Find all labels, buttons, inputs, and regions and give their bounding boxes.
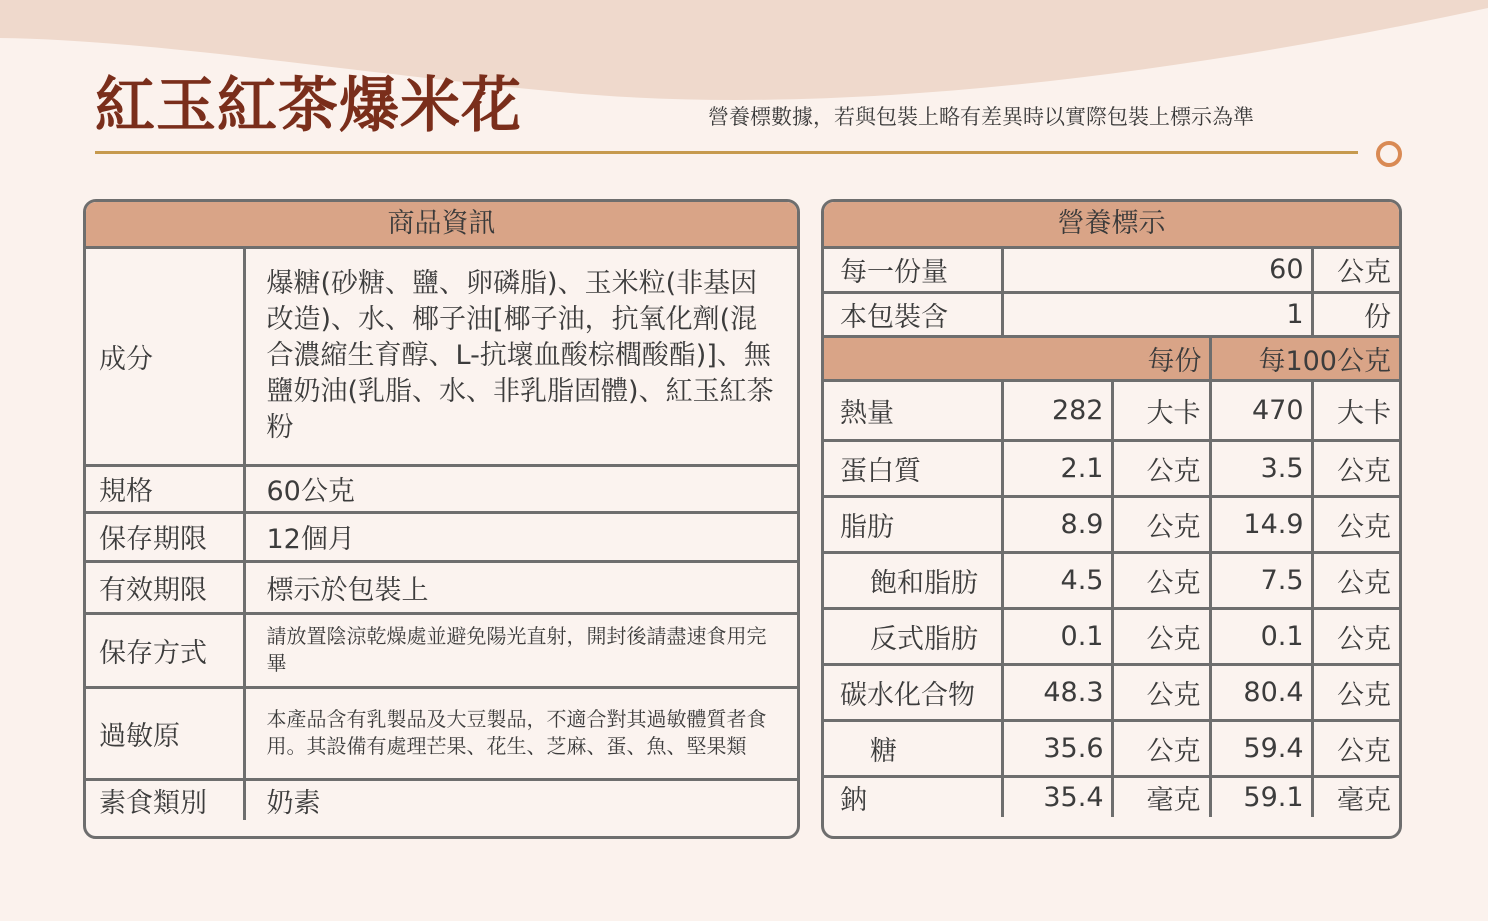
info-row-vegetarian <box>86 779 797 820</box>
product-info-heading: 商品資訊 <box>86 202 797 249</box>
info-value: 請放置陰涼乾燥處並避免陽光直射，開封後請盡速食用完畢 <box>244 613 797 687</box>
per-100g-unit: 公克 <box>1312 664 1399 720</box>
serving-size-label: 每一份量 <box>824 249 1002 292</box>
nutrient-row-trans-fat <box>824 608 1399 664</box>
per-serving-unit: 公克 <box>1112 440 1210 496</box>
per-serving-value: 8.9 <box>1002 496 1112 552</box>
per-100g-unit: 公克 <box>1312 608 1399 664</box>
nutrient-name: 反式脂肪 <box>824 608 1002 664</box>
per-serving-unit: 公克 <box>1112 664 1210 720</box>
per-serving-value: 282 <box>1002 380 1112 440</box>
info-row-allergens <box>86 687 797 779</box>
info-key: 有效期限 <box>86 561 244 613</box>
nutrient-name: 熱量 <box>824 380 1002 440</box>
nutrient-name: 蛋白質 <box>824 440 1002 496</box>
per-serving-unit: 大卡 <box>1112 380 1210 440</box>
nutrient-row-saturated-fat <box>824 552 1399 608</box>
per-serving-unit: 毫克 <box>1112 776 1210 817</box>
per-100g-unit: 大卡 <box>1312 380 1399 440</box>
divider-ring-ornament <box>1376 141 1402 167</box>
per-100g-value: 59.4 <box>1210 720 1312 776</box>
per-serving-value: 2.1 <box>1002 440 1112 496</box>
nutrition-table <box>824 249 1399 817</box>
per-100g-value: 59.1 <box>1210 776 1312 817</box>
info-key: 保存方式 <box>86 613 244 687</box>
info-key: 成分 <box>86 249 244 465</box>
info-key: 過敏原 <box>86 687 244 779</box>
per-serving-unit: 公克 <box>1112 608 1210 664</box>
info-value: 12個月 <box>244 512 797 561</box>
serving-size-row <box>824 249 1399 292</box>
servings-per-pack-row <box>824 292 1399 336</box>
info-row-storage <box>86 613 797 687</box>
serving-size-unit: 公克 <box>1312 249 1399 292</box>
per-100g-unit: 公克 <box>1312 552 1399 608</box>
serving-size-value: 60 <box>1002 249 1312 292</box>
info-row-ingredients <box>86 249 797 465</box>
per-100g-value: 80.4 <box>1210 664 1312 720</box>
nutrient-name: 糖 <box>824 720 1002 776</box>
per-serving-unit: 公克 <box>1112 552 1210 608</box>
per-100g-unit: 公克 <box>1312 440 1399 496</box>
info-key: 素食類別 <box>86 779 244 820</box>
per-100g-value: 470 <box>1210 380 1312 440</box>
per-100g-value: 14.9 <box>1210 496 1312 552</box>
per-100g-unit: 公克 <box>1312 496 1399 552</box>
info-key: 保存期限 <box>86 512 244 561</box>
nutrient-row-fat <box>824 496 1399 552</box>
info-value: 本產品含有乳製品及大豆製品，不適合對其過敏體質者食用。其設備有處理芒果、花生、芝麻、蛋、魚、堅果類 <box>244 687 797 779</box>
nutrient-name: 飽和脂肪 <box>824 552 1002 608</box>
info-value: 奶素 <box>244 779 797 820</box>
nutrient-row-protein <box>824 440 1399 496</box>
per-serving-unit: 公克 <box>1112 496 1210 552</box>
nutrition-heading: 營養標示 <box>824 202 1399 249</box>
nutrient-row-energy <box>824 380 1399 440</box>
title-divider <box>95 151 1358 154</box>
per-serving-unit: 公克 <box>1112 720 1210 776</box>
col-per-100g: 每100公克 <box>1210 336 1399 380</box>
servings-per-pack-label: 本包裝含 <box>824 292 1002 336</box>
nutrient-row-sodium <box>824 776 1399 817</box>
per-100g-value: 3.5 <box>1210 440 1312 496</box>
per-100g-unit: 公克 <box>1312 720 1399 776</box>
nutrient-row-carbohydrate <box>824 664 1399 720</box>
product-info-panel <box>83 199 800 839</box>
product-info-table <box>86 249 797 820</box>
per-serving-value: 0.1 <box>1002 608 1112 664</box>
page-title: 紅玉紅茶爆米花 <box>95 71 522 141</box>
info-value: 60公克 <box>244 465 797 512</box>
info-value: 標示於包裝上 <box>244 561 797 613</box>
nutrient-name: 鈉 <box>824 776 1002 817</box>
servings-per-pack-unit: 份 <box>1312 292 1399 336</box>
per-100g-unit: 毫克 <box>1312 776 1399 817</box>
nutrition-column-header <box>824 336 1399 380</box>
per-serving-value: 35.6 <box>1002 720 1112 776</box>
nutrient-row-sugar <box>824 720 1399 776</box>
per-serving-value: 35.4 <box>1002 776 1112 817</box>
info-row-spec <box>86 465 797 512</box>
per-serving-value: 4.5 <box>1002 552 1112 608</box>
servings-per-pack-value: 1 <box>1002 292 1312 336</box>
per-100g-value: 7.5 <box>1210 552 1312 608</box>
info-value: 爆糖(砂糖、鹽、卵磷脂)、玉米粒(非基因改造)、水、椰子油[椰子油，抗氧化劑(混合濃縮生育醇、L-抗壞血酸棕櫚酸酯)]、無鹽奶油(乳脂、水、非乳脂固體)、紅玉紅茶粉 <box>244 249 797 465</box>
info-key: 規格 <box>86 465 244 512</box>
info-row-shelf-life <box>86 512 797 561</box>
disclaimer-text: 營養標數據，若與包裝上略有差異時以實際包裝上標示為準 <box>708 105 1254 129</box>
nutrient-name: 脂肪 <box>824 496 1002 552</box>
info-row-expiry <box>86 561 797 613</box>
nutrition-panel <box>821 199 1402 839</box>
nutrient-name: 碳水化合物 <box>824 664 1002 720</box>
col-per-serving: 每份 <box>824 336 1210 380</box>
per-100g-value: 0.1 <box>1210 608 1312 664</box>
per-serving-value: 48.3 <box>1002 664 1112 720</box>
